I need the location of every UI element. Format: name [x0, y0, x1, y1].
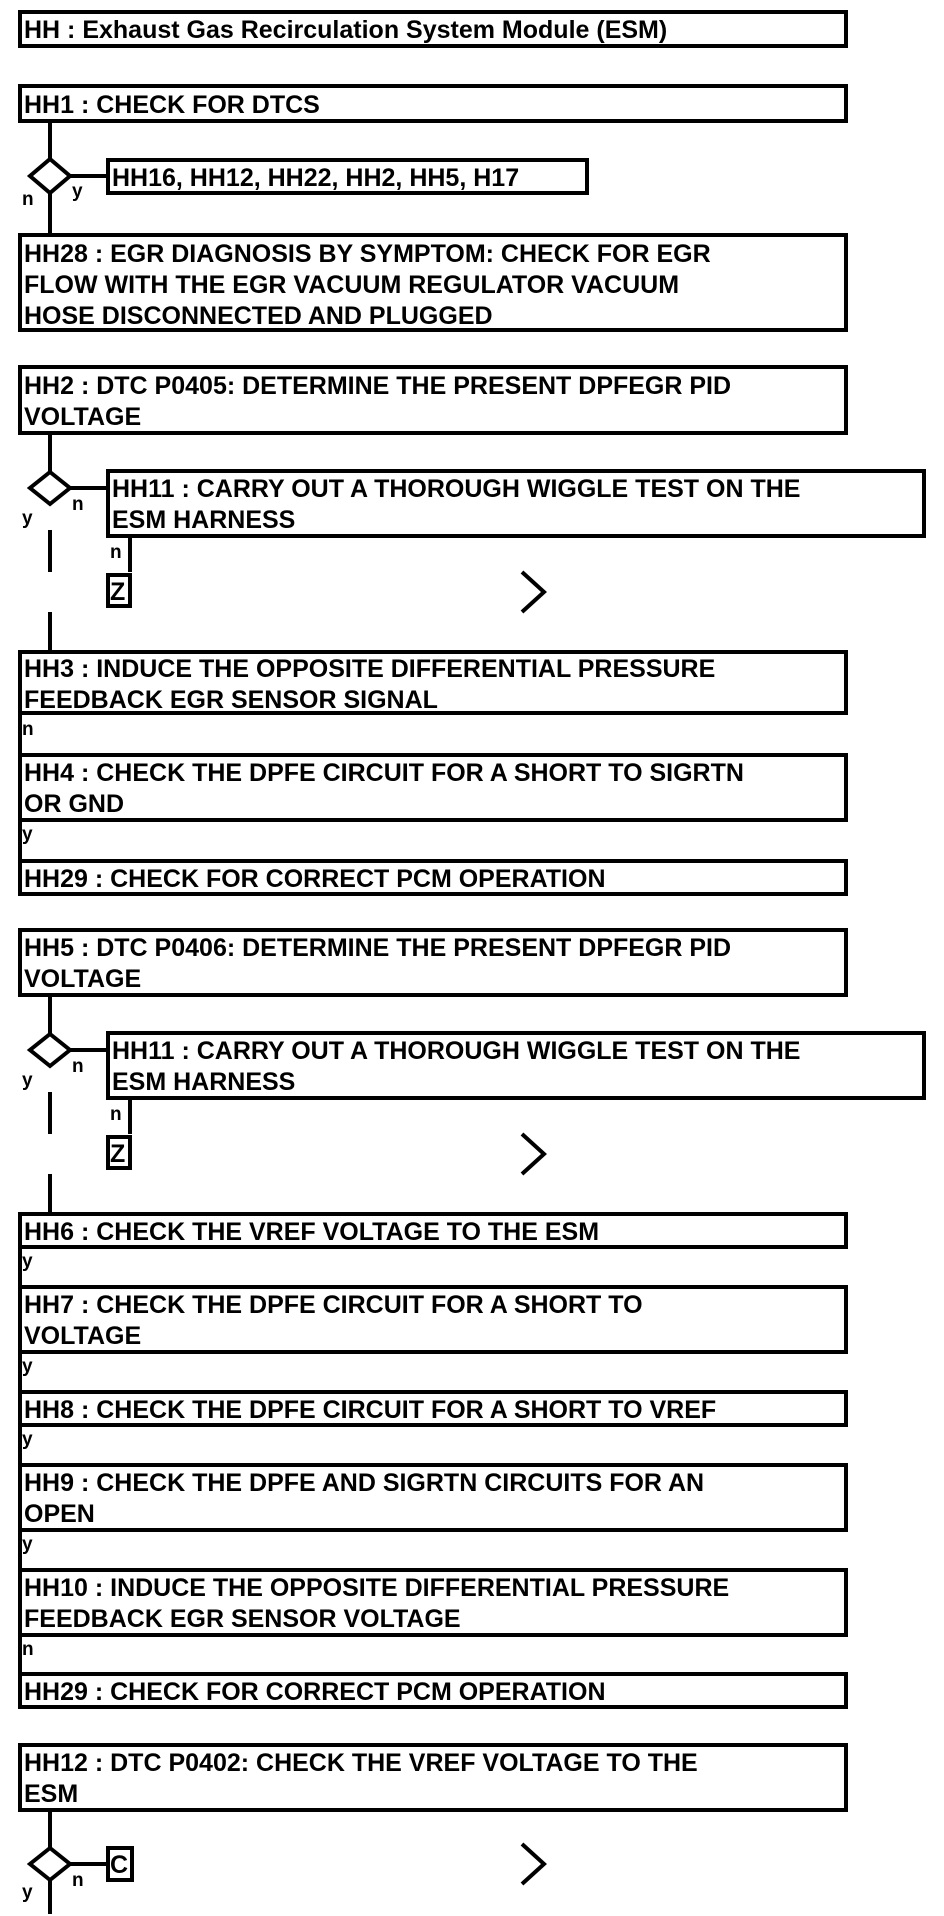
- box-line: Z: [110, 578, 126, 606]
- branch-label: n: [22, 189, 34, 210]
- box-line: FEEDBACK EGR SENSOR SIGNAL: [24, 686, 438, 714]
- box-hh1-branch-list-text: [112, 164, 519, 192]
- box-hh12: [20, 1745, 846, 1810]
- box-line: OPEN: [24, 1500, 95, 1528]
- branch-label: y: [22, 1882, 33, 1903]
- box-hh6: [20, 1214, 846, 1247]
- box-line: HH : Exhaust Gas Recirculation System Module (ESM): [24, 16, 668, 44]
- box-hh10: [20, 1570, 846, 1635]
- branch-label: n: [72, 1870, 84, 1891]
- branch-label: y: [22, 1534, 33, 1555]
- chevron-right-icon: [522, 572, 544, 612]
- box-line: HH10 : INDUCE THE OPPOSITE DIFFERENTIAL PRESSURE: [24, 1574, 730, 1602]
- box-hh1: [20, 86, 846, 121]
- box-line: HH29 : CHECK FOR CORRECT PCM OPERATION: [24, 1678, 606, 1706]
- decision-diamond-hh12: [30, 1848, 70, 1880]
- decision-diamond-hh1: [30, 159, 70, 193]
- box-hh9: [20, 1465, 846, 1530]
- branch-label: y: [22, 1356, 33, 1377]
- box-line: VOLTAGE: [24, 1322, 142, 1350]
- box-hh2: [20, 367, 846, 433]
- box-line: C: [110, 1851, 129, 1879]
- branch-label: n: [72, 494, 84, 515]
- box-hh29-b-text: [24, 1678, 606, 1706]
- box-line: ESM HARNESS: [112, 506, 296, 534]
- branch-label: y: [22, 1251, 33, 1272]
- connector-z-a: [108, 575, 130, 606]
- box-line: HH16, HH12, HH22, HH2, HH5, H17: [112, 164, 520, 192]
- box-line: HH9 : CHECK THE DPFE AND SIGRTN CIRCUITS FOR AN: [24, 1469, 705, 1497]
- box-hh-title-text: [24, 16, 667, 44]
- branch-label: n: [72, 1056, 84, 1077]
- box-hh1-text: [24, 91, 320, 119]
- box-line: HH12 : DTC P0402: CHECK THE VREF VOLTAGE TO THE: [24, 1749, 698, 1777]
- box-line: HH3 : INDUCE THE OPPOSITE DIFFERENTIAL PRESSURE: [24, 655, 716, 683]
- box-line: HOSE DISCONNECTED AND PLUGGED: [24, 302, 493, 330]
- box-line: HH1 : CHECK FOR DTCS: [24, 91, 320, 119]
- box-hh6-text: [24, 1218, 599, 1246]
- box-line: HH7 : CHECK THE DPFE CIRCUIT FOR A SHORT TO: [24, 1291, 643, 1319]
- box-line: HH4 : CHECK THE DPFE CIRCUIT FOR A SHORT TO SIGRTN: [24, 759, 744, 787]
- box-line: HH28 : EGR DIAGNOSIS BY SYMPTOM: CHECK FOR EGR: [24, 240, 711, 268]
- box-line: HH8 : CHECK THE DPFE CIRCUIT FOR A SHORT TO VREF: [24, 1396, 717, 1424]
- connector-z-a-text: [110, 578, 125, 606]
- box-line: FLOW WITH THE EGR VACUUM REGULATOR VACUUM: [24, 271, 680, 299]
- box-hh3: [20, 652, 846, 714]
- box-hh8: [20, 1392, 846, 1425]
- box-line: HH11 : CARRY OUT A THOROUGH WIGGLE TEST ON THE: [112, 475, 801, 503]
- box-hh11-a: [108, 471, 924, 536]
- branch-label: n: [110, 542, 122, 563]
- branch-label: y: [72, 181, 83, 202]
- branch-label: n: [22, 1639, 34, 1660]
- connector-c-text: [110, 1851, 128, 1879]
- box-hh4: [20, 755, 846, 820]
- box-hh7: [20, 1287, 846, 1352]
- branch-label: y: [22, 508, 33, 529]
- branch-label: y: [22, 1429, 33, 1450]
- box-hh28: [20, 235, 846, 330]
- box-hh29-a: [20, 861, 846, 894]
- connector-c: [108, 1848, 132, 1880]
- chevron-right-icon: [522, 1134, 544, 1174]
- box-line: HH2 : DTC P0405: DETERMINE THE PRESENT DPFEGR PID: [24, 372, 732, 400]
- connector-z-b: [108, 1137, 130, 1168]
- box-line: HH11 : CARRY OUT A THOROUGH WIGGLE TEST ON THE: [112, 1037, 801, 1065]
- box-line: HH5 : DTC P0406: DETERMINE THE PRESENT DPFEGR PID: [24, 934, 732, 962]
- box-line: FEEDBACK EGR SENSOR VOLTAGE: [24, 1605, 461, 1633]
- box-hh29-b: [20, 1674, 846, 1707]
- decision-diamond-hh5: [30, 1034, 70, 1066]
- box-hh5: [20, 930, 846, 995]
- connector-z-b-text: [110, 1140, 125, 1168]
- box-line: Z: [110, 1140, 126, 1168]
- branch-label: y: [22, 824, 33, 845]
- chevron-right-icon: [522, 1844, 544, 1884]
- box-line: ESM: [24, 1780, 79, 1808]
- decision-diamond-hh2: [30, 472, 70, 504]
- box-line: VOLTAGE: [24, 965, 142, 993]
- box-line: HH6 : CHECK THE VREF VOLTAGE TO THE ESM: [24, 1218, 600, 1246]
- box-line: ESM HARNESS: [112, 1068, 296, 1096]
- box-hh29-a-text: [24, 865, 606, 893]
- box-hh8-text: [24, 1396, 716, 1424]
- box-line: OR GND: [24, 790, 124, 818]
- branch-label: n: [110, 1104, 122, 1125]
- branch-label: y: [22, 1070, 33, 1091]
- box-line: HH29 : CHECK FOR CORRECT PCM OPERATION: [24, 865, 606, 893]
- box-hh11-b: [108, 1033, 924, 1098]
- box-hh-title: [20, 12, 846, 46]
- box-line: VOLTAGE: [24, 403, 142, 431]
- box-hh1-branch-list: [108, 160, 587, 193]
- branch-label: n: [22, 719, 34, 740]
